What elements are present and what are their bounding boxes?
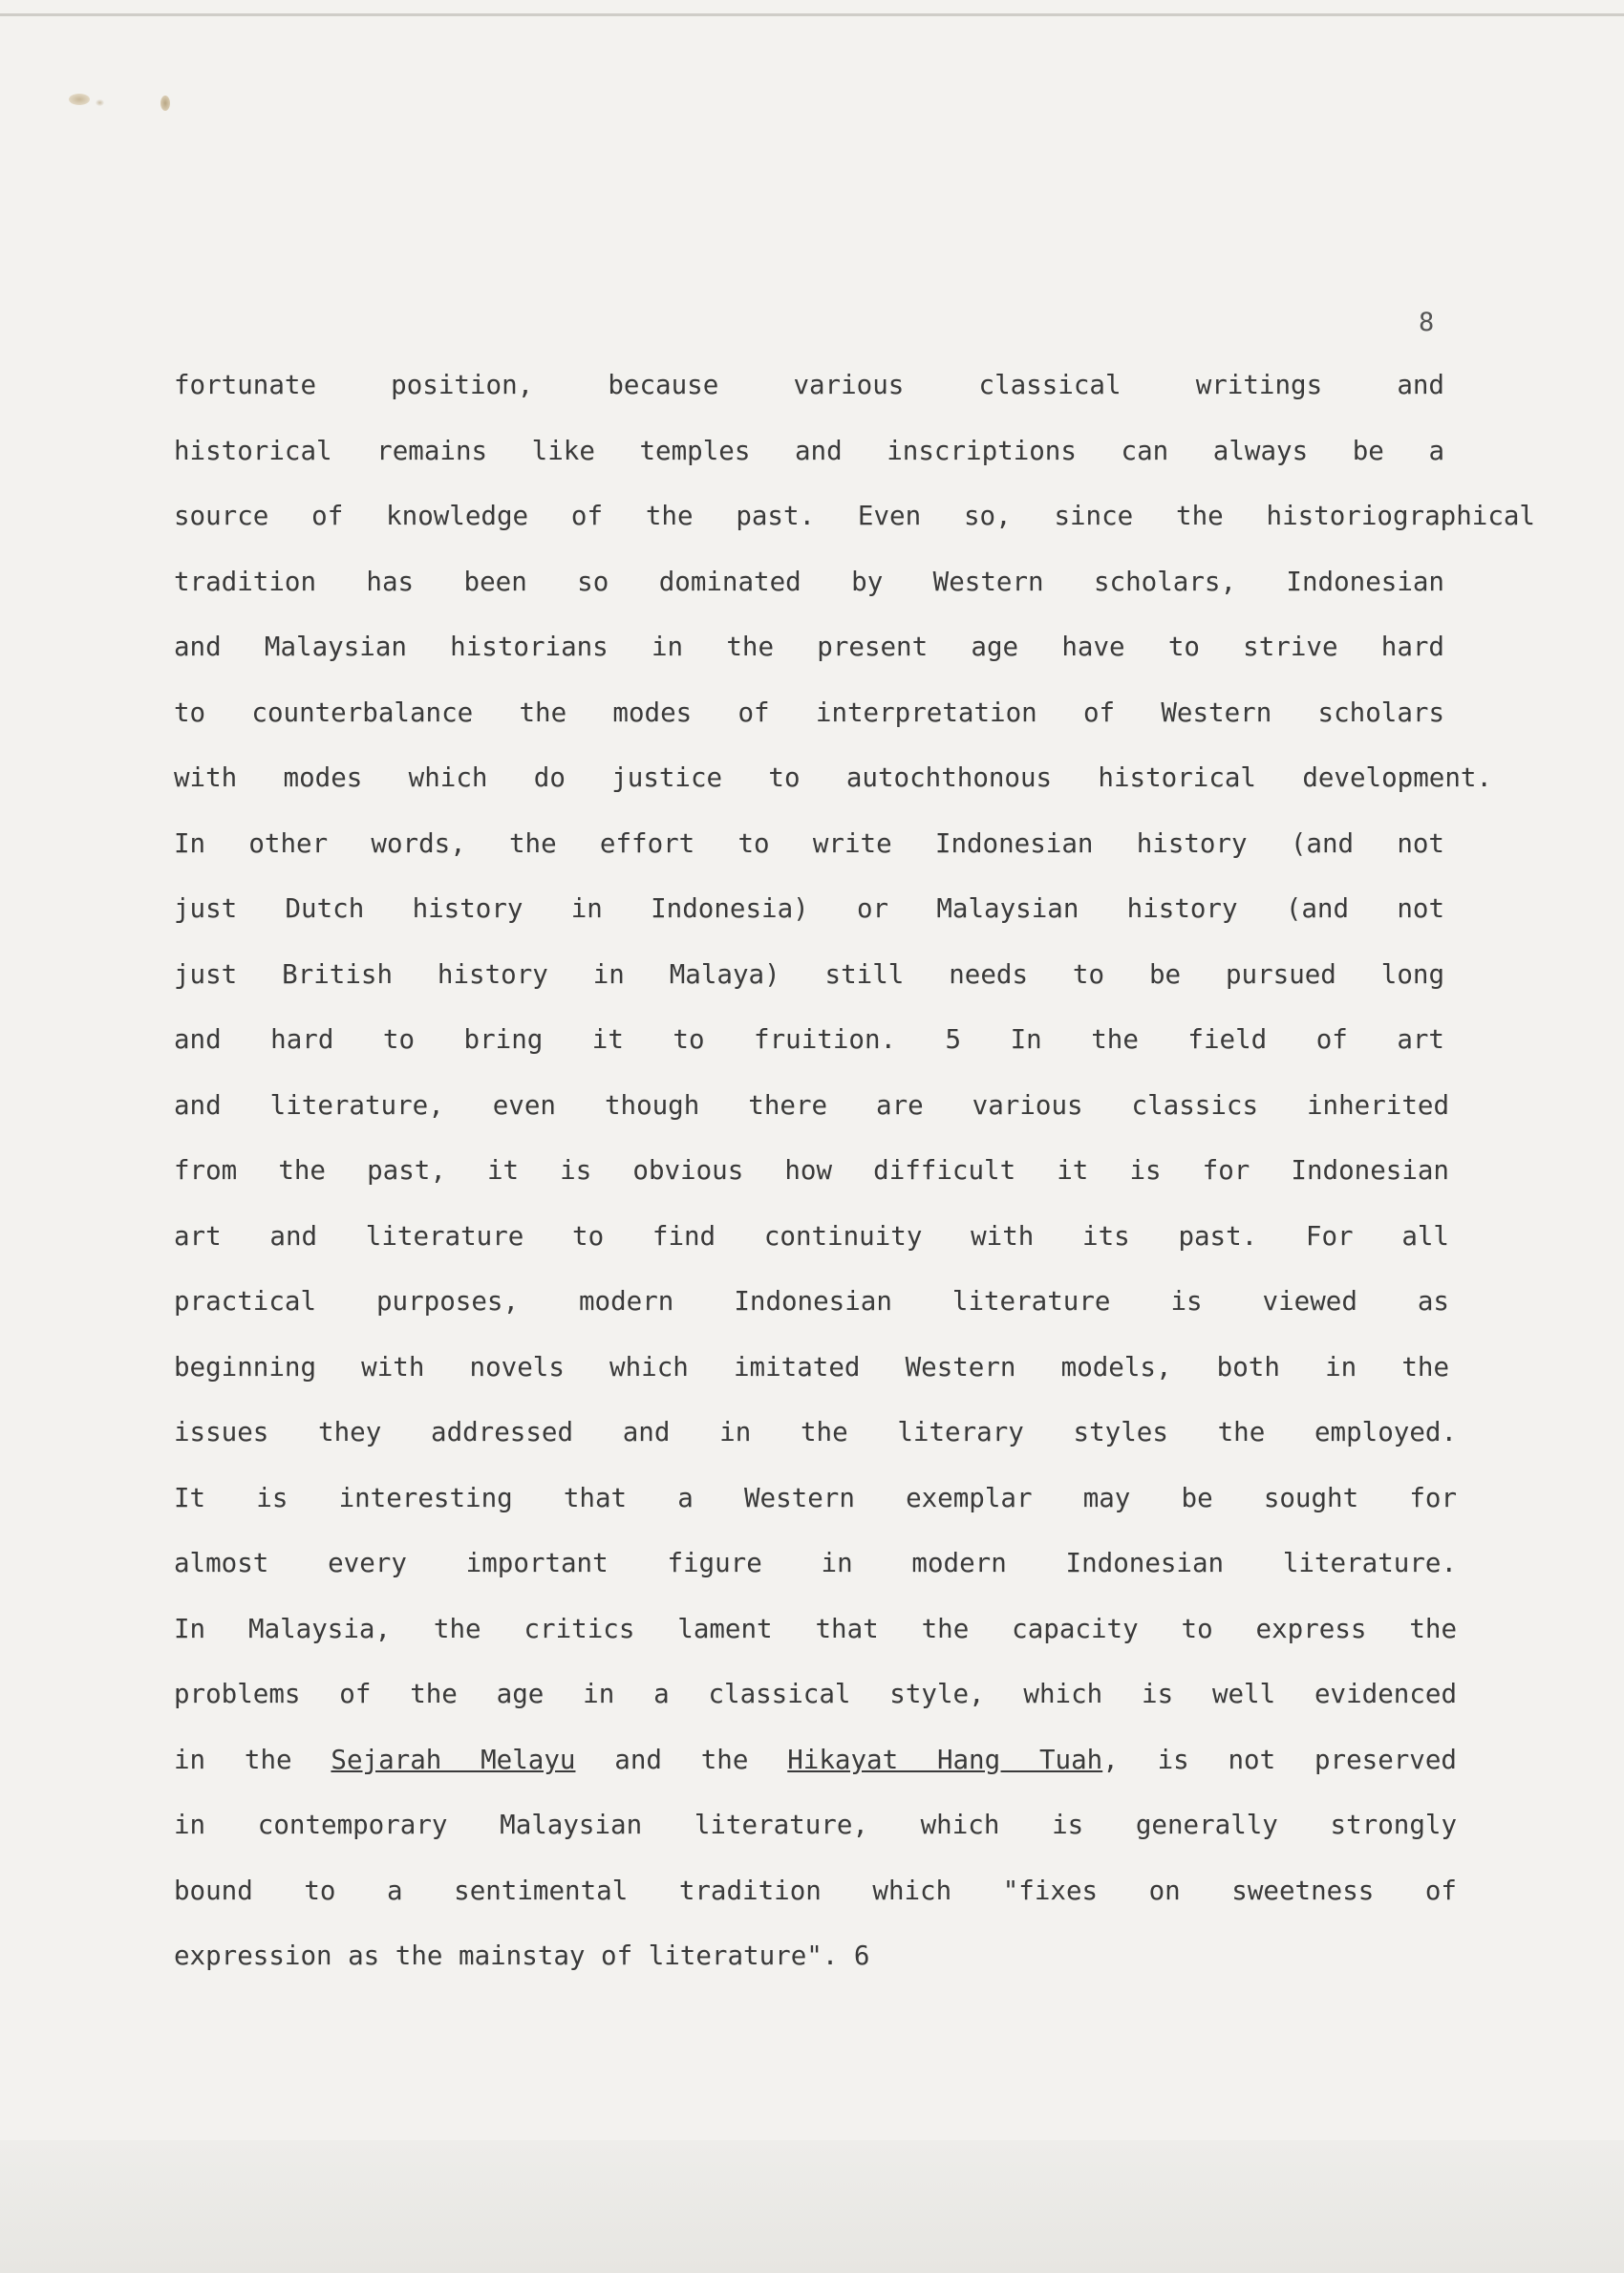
text-line: expression as the mainstay of literature". 6 — [174, 1941, 870, 1971]
text-line: It is interesting that a Western exemplar may be sought for — [174, 1482, 1457, 1513]
text-fragment: in the — [174, 1744, 331, 1775]
page-top-edge — [0, 13, 1624, 16]
text-line: issues they addressed and in the literary styles the employed. — [174, 1417, 1457, 1447]
body-paragraph — [174, 361, 1535, 1998]
text-line-with-titles — [174, 1736, 1457, 1802]
text-line: to counterbalance the modes of interpretation of Western scholars — [174, 697, 1444, 728]
page-bottom-band — [0, 2140, 1624, 2273]
text-line: tradition has been so dominated by Western scholars, Indonesian — [174, 566, 1444, 597]
text-fragment: , is not preserved — [1102, 1744, 1457, 1775]
text-line: almost every important figure in modern Indonesian literature. — [174, 1548, 1457, 1578]
text-line: problems of the age in a classical style, which is well evidenced — [174, 1679, 1457, 1709]
text-line: fortunate position, because various classical writings and — [174, 370, 1444, 400]
text-line: In other words, the effort to write Indonesian history (and not — [174, 827, 1444, 859]
paper-stain — [69, 94, 90, 105]
book-title-hikayat-hang-tuah: Hikayat Hang Tuah — [787, 1744, 1103, 1775]
text-line: historical remains like temples and inscriptions can always be a — [174, 435, 1444, 466]
text-line: In Malaysia, the critics lament that the capacity to express the — [174, 1613, 1457, 1644]
text-line: and hard to bring it to fruition. 5 In the field of art — [174, 1024, 1444, 1055]
text-line: just British history in Malaya) still needs to be pursued long — [174, 958, 1444, 990]
text-line: just Dutch history in Indonesia) or Malaysian history (and not — [174, 893, 1444, 924]
text-line: in contemporary Malaysian literature, which is generally strongly — [174, 1810, 1457, 1840]
text-line: source of knowledge of the past. Even so, since the historiographical — [174, 501, 1535, 531]
text-line: and literature, even though there are various classics inherited — [174, 1089, 1449, 1121]
text-line: art and literature to find continuity with its past. For all — [174, 1220, 1449, 1252]
page-number: 8 — [1419, 308, 1435, 337]
text-line: from the past, it is obvious how difficult it is for Indonesian — [174, 1155, 1449, 1186]
text-line: practical purposes, modern Indonesian literature is viewed as — [174, 1286, 1449, 1317]
text-line: and Malaysian historians in the present age have to strive hard — [174, 632, 1444, 662]
text-fragment: and the — [575, 1744, 788, 1775]
book-title-sejarah-melayu: Sejarah Melayu — [331, 1744, 576, 1775]
text-line: beginning with novels which imitated Western models, both in the — [174, 1351, 1449, 1383]
text-line: bound to a sentimental tradition which "fixes on sweetness of — [174, 1875, 1457, 1906]
paper-stain — [96, 99, 104, 106]
paper-stain — [160, 96, 170, 111]
text-line: with modes which do justice to autochthonous historical development. — [174, 762, 1492, 793]
